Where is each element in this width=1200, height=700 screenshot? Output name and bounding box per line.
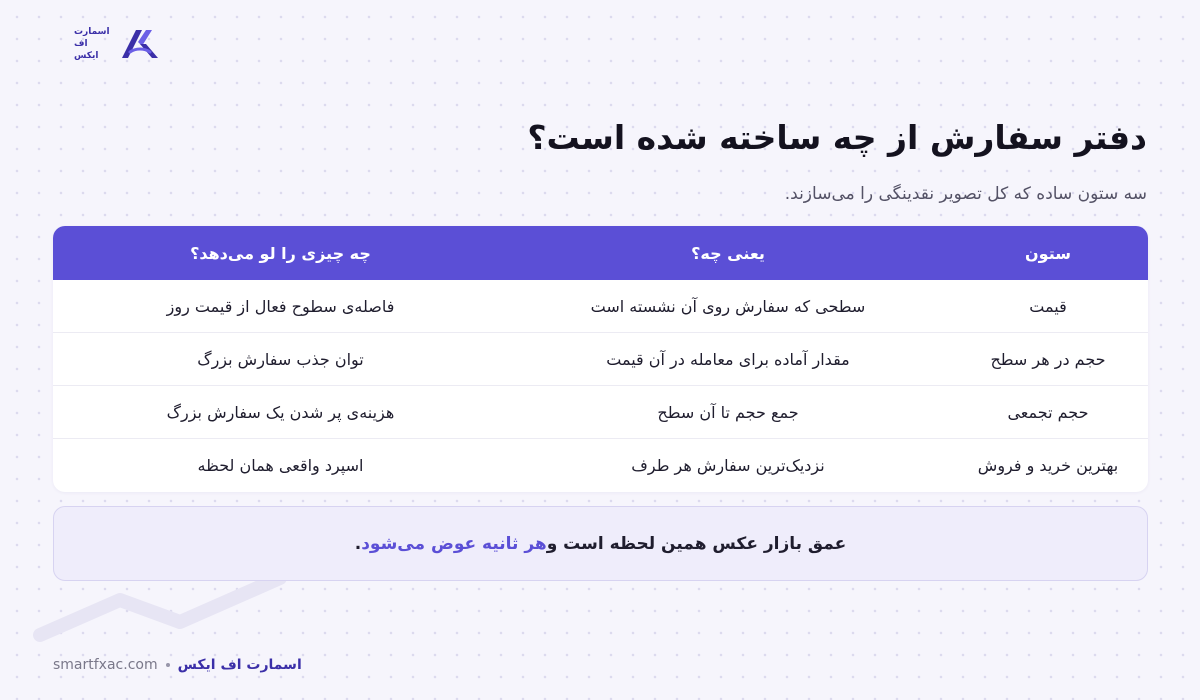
sf-logo-mark-icon bbox=[116, 22, 164, 66]
brand-logo[interactable] bbox=[74, 22, 174, 66]
callout-note bbox=[53, 506, 1148, 581]
footer-site-link[interactable]: smartfxac.com bbox=[53, 657, 158, 673]
page-subtitle: سه ستون ساده که کل تصویر نقدینگی را می‌سازند. bbox=[784, 184, 1147, 204]
table-cell: هزینه‌ی پر شدن یک سفارش بزرگ bbox=[166, 402, 395, 422]
table-header-row bbox=[53, 226, 1148, 280]
footer bbox=[53, 657, 302, 673]
footer-brand: اسمارت اف ایکس bbox=[177, 657, 302, 673]
table-cell: توان جذب سفارش بزرگ bbox=[197, 349, 364, 369]
table-cell: حجم در هر سطح bbox=[990, 349, 1106, 369]
note-text-after: . bbox=[354, 533, 362, 554]
table-cell: جمع حجم تا آن سطح bbox=[657, 402, 799, 422]
page-title: دفتر سفارش از چه ساخته شده است؟ bbox=[527, 118, 1147, 157]
header-meaning: یعنی چه؟ bbox=[691, 243, 765, 263]
note-text-before: عمق بازار عکس همین لحظه است و bbox=[546, 533, 847, 554]
logo-line-3: ایکس bbox=[74, 51, 99, 61]
order-book-table bbox=[53, 226, 1148, 492]
logo-text bbox=[74, 26, 110, 62]
table-cell: نزدیک‌ترین سفارش هر طرف bbox=[631, 456, 825, 475]
table-cell: بهترین خرید و فروش bbox=[977, 456, 1119, 475]
logo-line-1: اسمارت bbox=[74, 27, 110, 37]
separator-dot-icon bbox=[166, 663, 170, 667]
table-cell: سطحی که سفارش روی آن نشسته است bbox=[590, 296, 866, 316]
logo-line-2: اف bbox=[74, 39, 88, 49]
table-row bbox=[53, 439, 1148, 492]
header-reveals: چه چیزی را لو می‌دهد؟ bbox=[190, 243, 371, 263]
table-row bbox=[53, 280, 1148, 333]
table-row bbox=[53, 333, 1148, 386]
table-cell: فاصله‌ی سطوح فعال از قیمت روز bbox=[166, 296, 395, 316]
table-cell: قیمت bbox=[1029, 296, 1067, 316]
table-cell: اسپرد واقعی همان لحظه bbox=[197, 456, 364, 475]
table-cell: مقدار آماده برای معامله در آن قیمت bbox=[606, 349, 850, 369]
table-row bbox=[53, 386, 1148, 439]
table-cell: حجم تجمعی bbox=[1007, 402, 1089, 422]
header-column: ستون bbox=[1025, 243, 1071, 263]
note-highlight: هر ثانیه عوض می‌شود bbox=[361, 533, 547, 554]
